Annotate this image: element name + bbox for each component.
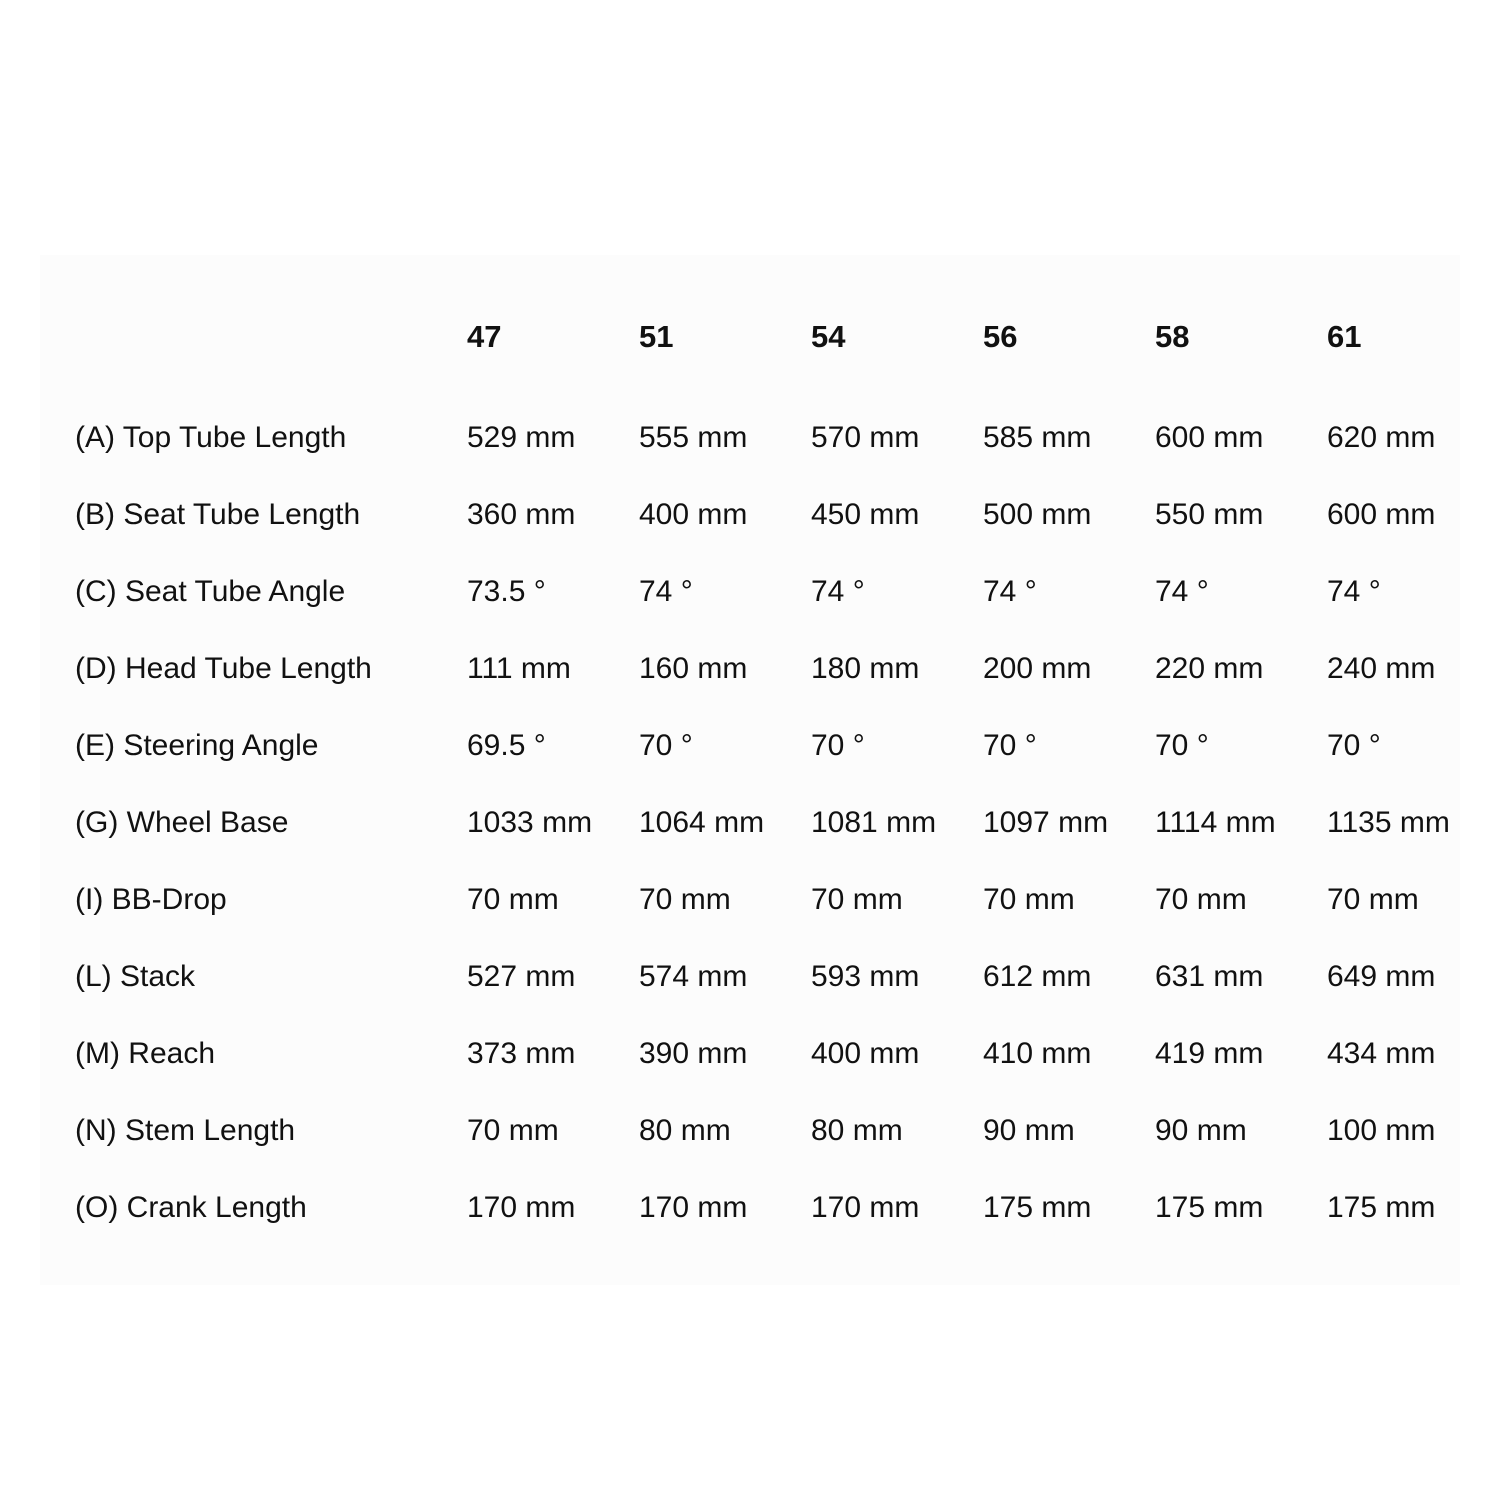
value-cell: 111 mm <box>467 651 571 685</box>
value-cell: 70 mm <box>467 882 559 916</box>
value-cell: 620 mm <box>1327 420 1436 454</box>
corner-cell <box>75 255 467 399</box>
value-cell: 612 mm <box>983 959 1092 993</box>
size-column-header: 58 <box>1155 319 1190 354</box>
geometry-row <box>75 553 1499 630</box>
row-label: (I) BB-Drop <box>75 882 227 916</box>
value-cell: 70 mm <box>467 1113 559 1147</box>
geometry-row <box>75 476 1499 553</box>
row-label: (B) Seat Tube Length <box>75 497 361 531</box>
value-cell: 175 mm <box>1155 1190 1264 1224</box>
value-cell: 160 mm <box>639 651 748 685</box>
value-cell: 69.5 ° <box>467 728 546 762</box>
geometry-row <box>75 1015 1499 1092</box>
value-cell: 1064 mm <box>639 805 765 839</box>
size-column-header: 51 <box>639 319 674 354</box>
value-cell: 1033 mm <box>467 805 593 839</box>
value-cell: 80 mm <box>811 1113 903 1147</box>
value-cell: 220 mm <box>1155 651 1264 685</box>
value-cell: 70 ° <box>811 728 865 762</box>
value-cell: 1097 mm <box>983 805 1109 839</box>
value-cell: 170 mm <box>467 1190 576 1224</box>
value-cell: 1114 mm <box>1155 805 1276 839</box>
geometry-row <box>75 784 1499 861</box>
geometry-row <box>75 861 1499 938</box>
value-cell: 240 mm <box>1327 651 1436 685</box>
row-label: (A) Top Tube Length <box>75 420 347 454</box>
value-cell: 70 ° <box>639 728 693 762</box>
value-cell: 70 ° <box>1327 728 1381 762</box>
geometry-row <box>75 1092 1499 1169</box>
value-cell: 373 mm <box>467 1036 576 1070</box>
value-cell: 170 mm <box>639 1190 748 1224</box>
value-cell: 175 mm <box>1327 1190 1436 1224</box>
geometry-row <box>75 707 1499 784</box>
value-cell: 175 mm <box>983 1190 1092 1224</box>
geometry-panel <box>40 255 1460 1285</box>
value-cell: 390 mm <box>639 1036 748 1070</box>
value-cell: 400 mm <box>811 1036 920 1070</box>
row-label: (O) Crank Length <box>75 1190 307 1224</box>
value-cell: 570 mm <box>811 420 920 454</box>
value-cell: 1135 mm <box>1327 805 1450 839</box>
geometry-row <box>75 938 1499 1015</box>
value-cell: 500 mm <box>983 497 1092 531</box>
value-cell: 70 mm <box>1155 882 1247 916</box>
value-cell: 450 mm <box>811 497 920 531</box>
value-cell: 74 ° <box>811 574 865 608</box>
value-cell: 70 mm <box>1327 882 1419 916</box>
row-label: (E) Steering Angle <box>75 728 319 762</box>
value-cell: 70 mm <box>983 882 1075 916</box>
geometry-table-body <box>75 399 1499 1246</box>
value-cell: 80 mm <box>639 1113 731 1147</box>
value-cell: 200 mm <box>983 651 1092 685</box>
value-cell: 74 ° <box>1155 574 1209 608</box>
value-cell: 170 mm <box>811 1190 920 1224</box>
row-label: (M) Reach <box>75 1036 216 1070</box>
row-label: (G) Wheel Base <box>75 805 289 839</box>
row-label: (N) Stem Length <box>75 1113 296 1147</box>
geometry-row <box>75 1169 1499 1246</box>
size-header-row <box>75 255 1499 399</box>
value-cell: 649 mm <box>1327 959 1436 993</box>
value-cell: 74 ° <box>983 574 1037 608</box>
value-cell: 585 mm <box>983 420 1092 454</box>
value-cell: 360 mm <box>467 497 576 531</box>
value-cell: 434 mm <box>1327 1036 1436 1070</box>
value-cell: 555 mm <box>639 420 748 454</box>
value-cell: 593 mm <box>811 959 920 993</box>
value-cell: 400 mm <box>639 497 748 531</box>
geometry-row <box>75 630 1499 707</box>
value-cell: 600 mm <box>1327 497 1436 531</box>
value-cell: 1081 mm <box>811 805 937 839</box>
value-cell: 74 ° <box>639 574 693 608</box>
value-cell: 419 mm <box>1155 1036 1264 1070</box>
value-cell: 527 mm <box>467 959 576 993</box>
value-cell: 74 ° <box>1327 574 1381 608</box>
value-cell: 631 mm <box>1155 959 1264 993</box>
row-label: (D) Head Tube Length <box>75 651 372 685</box>
value-cell: 529 mm <box>467 420 576 454</box>
value-cell: 70 mm <box>639 882 731 916</box>
size-column-header: 61 <box>1327 319 1362 354</box>
geometry-table <box>75 255 1499 1246</box>
size-column-header: 56 <box>983 319 1018 354</box>
value-cell: 90 mm <box>1155 1113 1247 1147</box>
value-cell: 180 mm <box>811 651 920 685</box>
value-cell: 70 mm <box>811 882 903 916</box>
value-cell: 73.5 ° <box>467 574 546 608</box>
row-label: (C) Seat Tube Angle <box>75 574 346 608</box>
row-label: (L) Stack <box>75 959 196 993</box>
value-cell: 100 mm <box>1327 1113 1436 1147</box>
value-cell: 550 mm <box>1155 497 1264 531</box>
value-cell: 410 mm <box>983 1036 1092 1070</box>
size-column-header: 47 <box>467 319 502 354</box>
value-cell: 574 mm <box>639 959 748 993</box>
size-column-header: 54 <box>811 319 846 354</box>
value-cell: 90 mm <box>983 1113 1075 1147</box>
value-cell: 70 ° <box>1155 728 1209 762</box>
geometry-row <box>75 399 1499 476</box>
value-cell: 600 mm <box>1155 420 1264 454</box>
value-cell: 70 ° <box>983 728 1037 762</box>
